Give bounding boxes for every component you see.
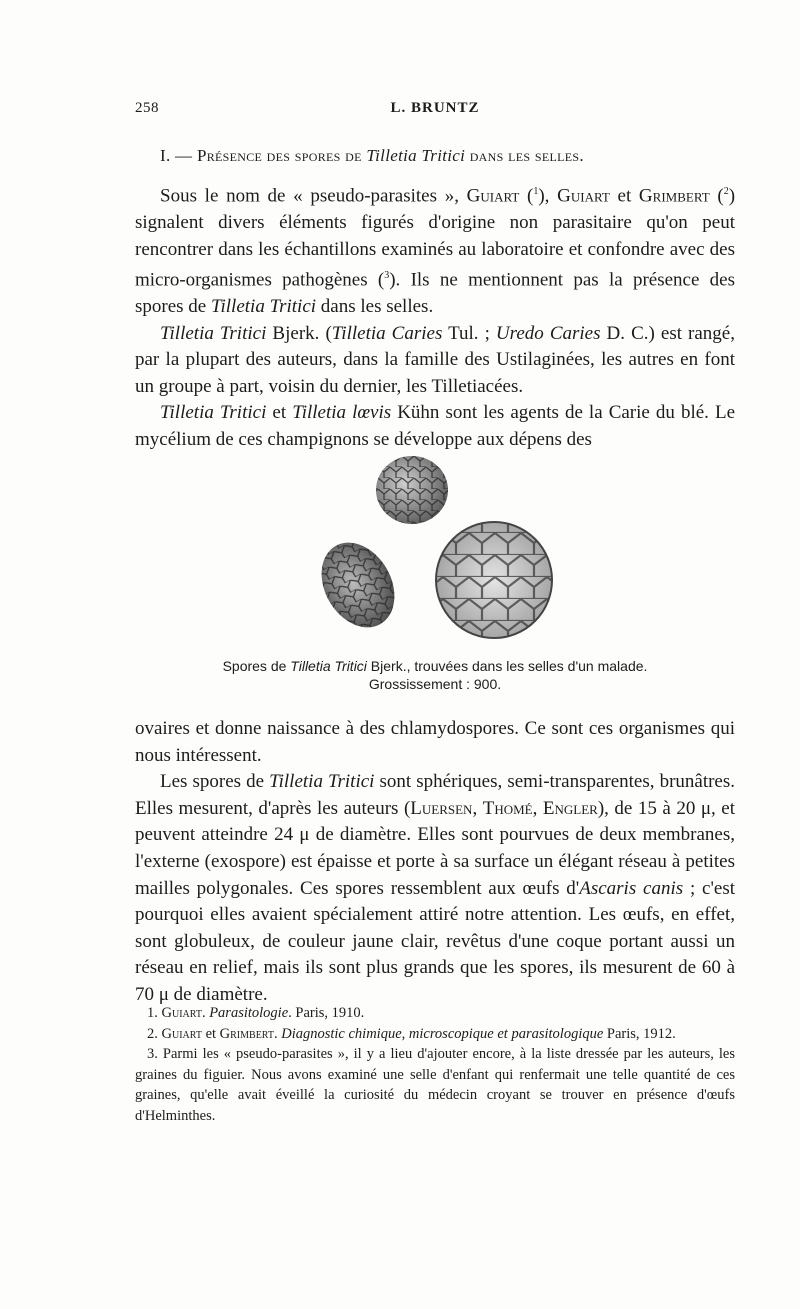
species-name: Uredo Caries (495, 322, 601, 344)
author-name: Guiart (161, 1025, 202, 1042)
caption-line-2: Grossissement : 900. (368, 676, 502, 692)
author-name: Guiart (557, 185, 610, 207)
footnote-number: 2. (147, 1025, 158, 1042)
text-run: , (472, 797, 483, 819)
figure-caption (135, 657, 735, 693)
footnote-1: 1. Guiart. Parasitologie. Paris, 1910. (147, 1005, 365, 1021)
text-run: et (201, 1025, 220, 1042)
text-run: ). Ils ne mentionnent pas la présence des spores de (135, 269, 736, 318)
text-run: Spores de (222, 658, 291, 674)
spore-small-left (307, 530, 409, 641)
species-name: Tilletia Tritici (210, 296, 317, 318)
text-run: Bjerk. ( (266, 322, 332, 344)
footnote-number: 1. (147, 1005, 158, 1021)
text-run: ), (538, 185, 558, 207)
text-run: Tul. ; (442, 322, 496, 344)
text-run: Les spores de (160, 771, 270, 793)
section-title-species: Tilletia Tritici (366, 146, 466, 165)
text-run: ( (709, 185, 724, 207)
text-run: ; c'est pourquoi elles avaient spécialement attiré notre attention. Les œufs, en effet, sont globuleux, de couleur jaune clair, revêtus d'une coque portant aussi un réseau en relief, mais ils sont plus grands que les spores, ils mesurent de 60 à 70 μ de diamètre. (135, 877, 736, 1005)
spore-figure (300, 445, 580, 645)
text-run: D. C.) est rangé, par la plupart des auteurs, dans la famille des Ustilaginées, les autres en font un groupe à part, voisin du dernier, les Tilletiacées. (135, 322, 735, 397)
work-title: Diagnostic chimique, microscopique et parasitologique (281, 1025, 604, 1042)
work-title: Parasitologie (209, 1005, 289, 1021)
author-name: Guiart (466, 185, 520, 207)
text-run: ), de 15 à 20 μ, et peuvent atteindre 24 μ de diamètre. Elles sont pourvues de deux membranes, l'externe (exospore) est épaisse et porte à sa surface un élégant réseau à petites mailles polygonales. Ces spores ressemblent aux œufs d' (135, 797, 735, 899)
text-run: Parmi les « pseudo-parasites », il y a lieu d'ajouter encore, à la liste dressée par les auteurs, les graines du figuier. Nous avons examiné une selle d'enfant qui renfermait une telle quantité de ces graines, qu'elle avait éveillé la curiosité du médecin croyant se trouver en présence d'œufs d'Helminthes. (135, 1046, 735, 1124)
paragraph-2 (135, 321, 735, 401)
body-text-bottom (135, 716, 735, 1009)
section-title-part-b: dans les selles. (469, 146, 584, 165)
author-name: Thomé (482, 797, 533, 819)
spore-small-top (376, 456, 448, 524)
author-name: Engler (542, 797, 598, 819)
paragraph-4 (135, 716, 735, 769)
text-run: Sous le nom de « pseudo-parasites », (160, 185, 467, 207)
species-name: Tilletia Tritici (160, 402, 267, 424)
paragraph-1 (135, 179, 735, 321)
text-run: ( (519, 185, 534, 207)
running-head: L. BRUNTZ (390, 100, 480, 116)
footnote-ref: 2 (723, 186, 729, 197)
text-run: Bjerk., trouvées dans les selles d'un malade. (366, 658, 648, 674)
paragraph-5 (135, 769, 735, 1008)
page-header (135, 100, 735, 124)
text-run: sont sphériques, semi-transparentes, brunâtres. Elles mesurent, d'après les auteurs ( (135, 771, 736, 819)
text-run: Kühn sont les agents de la Carie du blé. Le mycélium de ces champignons se développe aux dépens des (135, 402, 735, 450)
text-run: Paris, 1912. (603, 1025, 676, 1042)
text-run: et (266, 402, 293, 424)
footnote-2: 2. Guiart et Grimbert. Diagnostic chimique, microscopique et parasitologique Paris, 1912. (147, 1025, 676, 1042)
text-run: et (609, 185, 639, 207)
text-run: ) signalent divers éléments figurés d'origine non parasitaire qu'on peut rencontrer dans les échantillons examinés au laboratoire et confondre avec des micro-organismes pathogènes ( (135, 185, 736, 291)
text-run: dans les selles. (316, 296, 434, 318)
species-name: Tilletia Caries (331, 322, 443, 344)
footnotes (135, 1003, 735, 1127)
species-name: Tilletia Tritici (160, 322, 267, 344)
author-name: Guiart (161, 1005, 202, 1021)
footnote-3 (135, 1044, 735, 1126)
species-name: Tilletia Tritici (290, 658, 367, 674)
species-name: Tilletia lœvis (292, 402, 392, 424)
footnote-number: 3. (147, 1046, 158, 1063)
footnote-ref: 3 (384, 270, 390, 282)
section-title (160, 146, 740, 166)
species-name: Ascaris canis (579, 877, 684, 899)
species-name: Tilletia Tritici (269, 771, 375, 793)
text-run: , (532, 797, 543, 819)
page-number: 258 (135, 100, 159, 116)
section-number: I. — (160, 146, 193, 165)
text-run: . Paris, 1910. (288, 1005, 365, 1021)
footnote-ref: 1 (533, 186, 539, 197)
text-run: ovaires et donne naissance à des chlamydospores. Ce sont ces organismes qui nous intéressent. (135, 718, 735, 766)
section-title-part-a: Présence des spores de (196, 146, 362, 165)
spore-large-right (436, 522, 552, 638)
author-name: Luersen (410, 797, 473, 819)
caption-line-1 (135, 657, 735, 675)
body-text-top (135, 179, 735, 454)
author-name: Grimbert (638, 185, 710, 207)
author-name: Grimbert (219, 1025, 274, 1042)
